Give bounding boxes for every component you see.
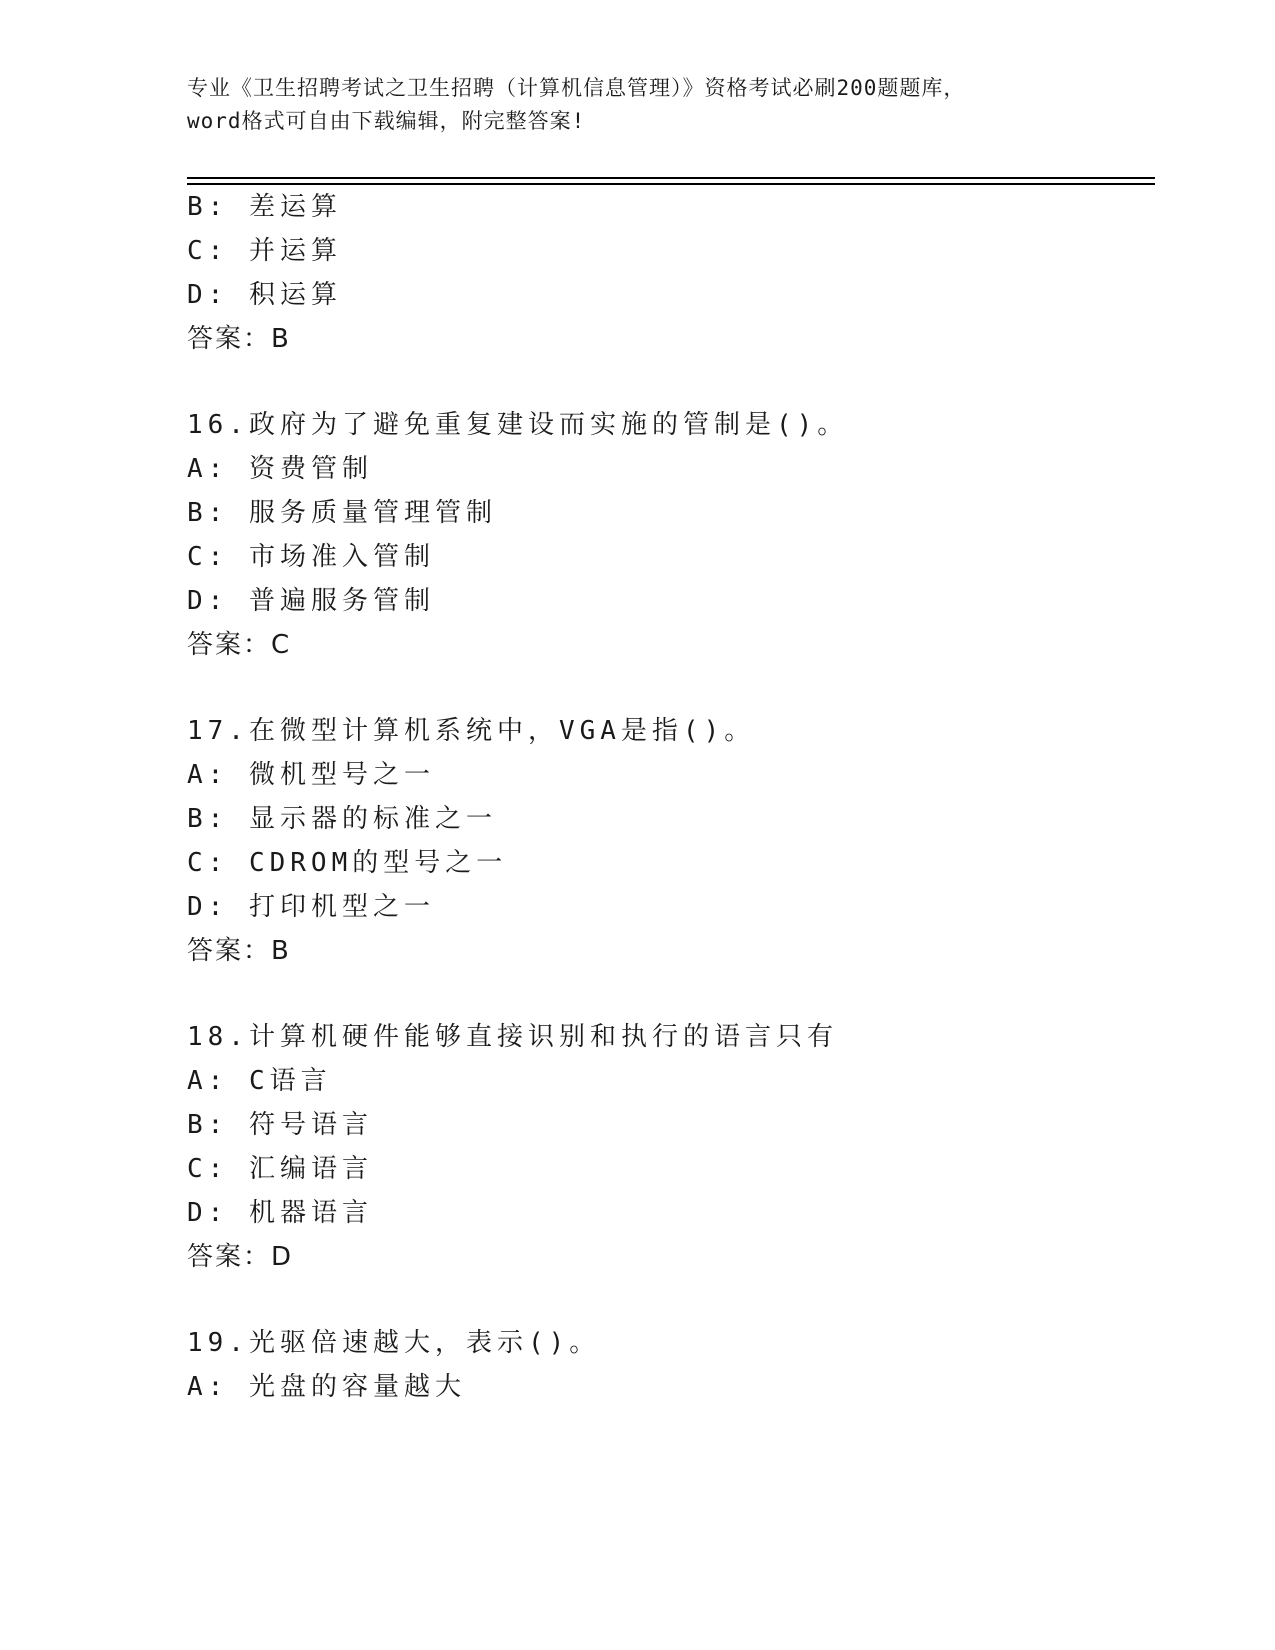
option-c: C: 并运算	[187, 236, 342, 266]
question-stem: 18.计算机硬件能够直接识别和执行的语言只有	[187, 1022, 838, 1052]
answer-line: 答案：B	[187, 324, 291, 354]
question-stem: 17.在微型计算机系统中，VGA是指()。	[187, 716, 756, 746]
option-c: C: 汇编语言	[187, 1154, 373, 1184]
option-b: B: 差运算	[187, 192, 342, 222]
option-d: D: 普遍服务管制	[187, 586, 435, 616]
question-stem: 19.光驱倍速越大，表示()。	[187, 1328, 601, 1358]
option-b: B: 符号语言	[187, 1110, 373, 1140]
document-header	[187, 72, 1087, 138]
option-a: A: 微机型号之一	[187, 760, 435, 790]
option-a: A: C语言	[187, 1066, 332, 1096]
answer-line: 答案：B	[187, 936, 291, 966]
answer-line: 答案：C	[187, 630, 292, 660]
option-d: D: 积运算	[187, 280, 342, 310]
option-b: B: 服务质量管理管制	[187, 498, 497, 528]
option-a: A: 光盘的容量越大	[187, 1372, 466, 1402]
question-stem: 16.政府为了避免重复建设而实施的管制是()。	[187, 410, 849, 440]
header-divider-top	[187, 177, 1155, 179]
header-line-1: 专业《卫生招聘考试之卫生招聘（计算机信息管理）》资格考试必刷200题题库，	[187, 76, 966, 100]
answer-line: 答案：D	[187, 1242, 294, 1272]
option-d: D: 机器语言	[187, 1198, 373, 1228]
option-d: D: 打印机型之一	[187, 892, 435, 922]
option-c: C: 市场准入管制	[187, 542, 435, 572]
option-b: B: 显示器的标准之一	[187, 804, 497, 834]
option-a: A: 资费管制	[187, 454, 373, 484]
option-c: C: CDROM的型号之一	[187, 848, 508, 878]
header-line-2: word格式可自由下载编辑，附完整答案!	[187, 109, 586, 133]
header-divider-bottom	[187, 183, 1155, 185]
